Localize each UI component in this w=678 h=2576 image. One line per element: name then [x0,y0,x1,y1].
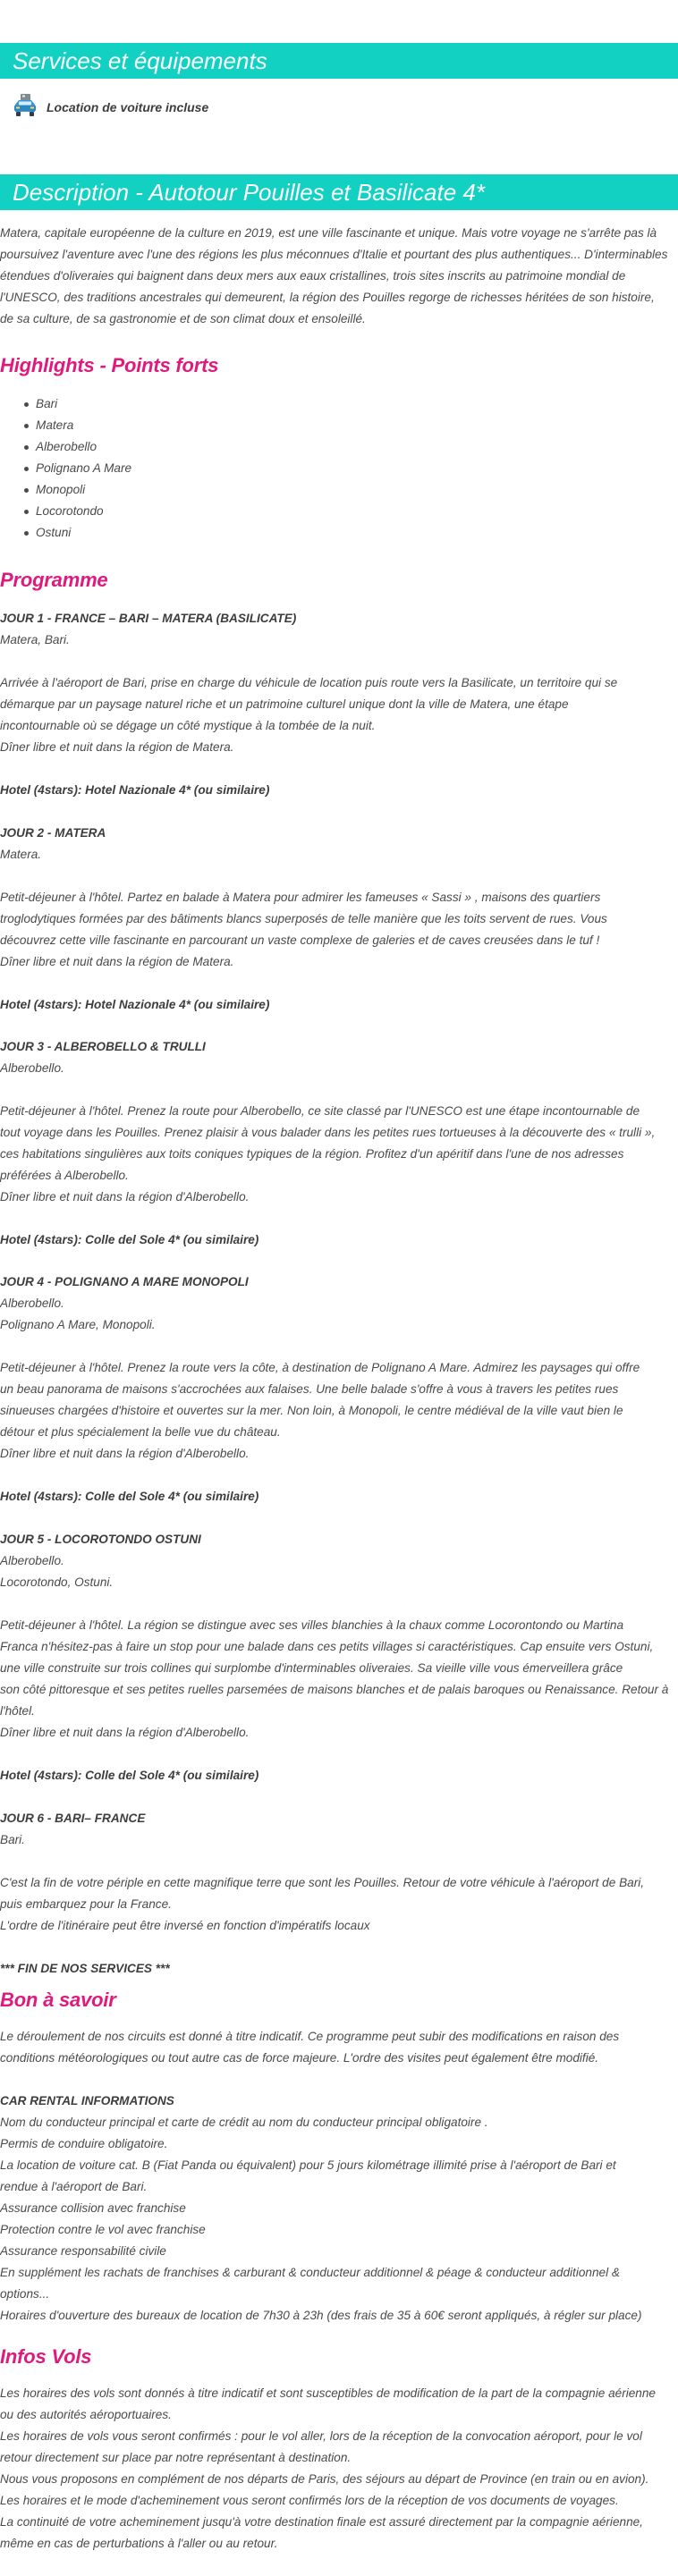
day-places: Alberobello. [0,1061,64,1075]
day-4 [0,1271,671,1508]
car-line: Horaires d'ouverture des bureaux de location de 7h30 à 23h (des frais de 35 à 60€ seront appliqués, à régler sur place) [0,2309,642,2322]
car-line: Permis de conduire obligatoire. [0,2137,168,2150]
day-desc-line: Franca n'hésitez-pas à faire un stop pour une balade dans ces petits villages si caractéristiques. Cap ensuite vers Ostuni, [0,1640,654,1653]
car-line: En supplément les rachats de franchises & carburant & conducteur additionnel & péage & conducteur additionnel & [0,2266,620,2279]
spacer [0,1336,671,1357]
infos-vols-heading: Infos Vols [0,2345,92,2368]
day-hotel: Hotel (4stars): Colle del Sole 4* (ou similaire) [0,1490,259,1503]
spacer [0,1465,671,1486]
day-desc-line: préférées à Alberobello. [0,1169,129,1182]
programme-heading: Programme [0,569,108,591]
day-title: JOUR 4 - POLIGNANO A MARE MONOPOLI [0,1275,249,1288]
day-desc-line: Dîner libre et nuit dans la région d'Alberobello. [0,1447,250,1460]
list-item: Matera [36,415,131,436]
day-3 [0,1036,671,1251]
car-rental-feature [13,92,208,122]
day-desc-line: Arrivée à l'aéroport de Bari, prise en charge du véhicule de location puis route vers la Basilicate, un territoire qui se [0,676,618,689]
day-hotel: Hotel (4stars): Colle del Sole 4* (ou similaire) [0,1769,259,1782]
car-icon [13,92,38,123]
list-item: Bari [36,393,131,415]
day-5 [0,1529,671,1786]
day-hotel: Hotel (4stars): Hotel Nazionale 4* (ou similaire) [0,998,270,1011]
spacer [0,1937,671,1958]
day-hotel: Hotel (4stars): Colle del Sole 4* (ou similaire) [0,1233,259,1246]
car-line: Assurance responsabilité civile [0,2244,166,2258]
day-places: Matera. [0,848,42,861]
day-desc-line: Petit-déjeuner à l'hôtel. Partez en balade à Matera pour admirer les fameuses « Sassi » , maisons des quartiers [0,891,601,904]
spacer [0,651,671,672]
info-line: Nous vous proposons en complément de nos départs de Paris, des séjours au départ de Province (en train ou en avion). [0,2472,649,2486]
day-desc-line: Dîner libre et nuit dans la région de Matera. [0,955,234,968]
car-line: options... [0,2287,50,2301]
highlights-heading: Highlights - Points forts [0,354,219,376]
list-item: Monopoli [36,479,131,501]
day-2 [0,823,671,1016]
day-desc-line: incontournable où se dégage un côté mystique à la tombée de la nuit. [0,719,376,732]
day-desc-line: démarque par un paysage naturel riche et un patrimoine culturel unique dont la ville de Matera, une étape [0,697,569,711]
car-line: rendue à l'aéroport de Bari. [0,2180,148,2193]
day-title: JOUR 5 - LOCOROTONDO OSTUNI [0,1533,201,1546]
day-places: Alberobello. [0,1554,64,1567]
intro-line: conditions météorologiques ou tout autre cas de force majeure. L'ordre des visites peut également être modifié. [0,2051,599,2065]
day-desc-line: puis embarquez pour la France. [0,1897,172,1911]
day-desc-line: une ville construite sur trois collines qui surplombe d'interminables oliveraies. Sa vieille ville vous émerveillera grâce [0,1661,623,1675]
car-line: Protection contre le vol avec franchise [0,2223,206,2236]
day-desc-line: détour et plus spécialement la belle vue du château. [0,1425,281,1439]
car-line: Nom du conducteur principal et carte de crédit au nom du conducteur principal obligatoire . [0,2116,488,2129]
info-line: La continuité de votre acheminement jusqu'à votre destination finale est assuré directement par la compagnie aérienne, [0,2515,643,2529]
day-desc-line: L'ordre de l'itinéraire peut être inversé en fonction d'impératifs locaux [0,1919,370,1932]
list-item: Ostuni [36,522,131,544]
day-1 [0,608,671,801]
list-item: Locorotondo [36,501,131,522]
services-heading: Services et équipements [0,43,678,79]
list-item: Alberobello [36,436,131,458]
highlights-list [0,393,131,544]
day-title: JOUR 2 - MATERA [0,826,106,840]
spacer [0,1851,671,1872]
spacer [0,1744,671,1765]
spacer [0,1593,671,1615]
end-note: *** FIN DE NOS SERVICES *** [0,1962,170,1975]
day-desc-line: tout voyage dans les Pouilles. Prenez plaisir à vous balader dans les petites rues tortueuses à la découverte des « trulli », [0,1126,656,1139]
day-desc-line: Dîner libre et nuit dans la région d'Alberobello. [0,1190,250,1204]
day-6 [0,1808,671,1980]
spacer [0,758,671,780]
infos-vols-body [0,2383,671,2555]
day-desc-line: Petit-déjeuner à l'hôtel. Prenez la route vers la côte, à destination de Polignano A Mare. Admirez les paysages qui offre [0,1361,640,1374]
description-text: Matera, capitale européenne de la culture en 2019, est une ville fascinante et unique. Mais votre voyage ne s'arrête pas là poursuivez l'aventure avec l'une des régions les plus méconnues d'Italie et pourtant des plus authentiques... D'interminables étendues d'oliveraies qui baignent dans deux mers aux eaux cristallines, trois sites inscrits au patrimoine mondial de l'UNESCO, des traditions ancestrales qui demeurent, la région des Pouilles regorge de richesses héritées de son histoire, de sa culture, de sa gastronomie et de son climat doux et ensoleillé. [0,226,668,325]
car-rental-label: Location de voiture incluse [47,100,209,114]
spacer [0,866,671,887]
info-line: Les horaires et le mode d'acheminement vous seront confirmés lors de la réception de vos documents de voyages. [0,2494,619,2507]
day-desc-line: C'est la fin de votre périple en cette magnifique terre que sont les Pouilles. Retour de votre véhicule à l'aéroport de Bari, [0,1876,645,1889]
info-line: Les horaires de vols vous seront confirmés : pour le vol aller, lors de la réception de la convocation aéroport, pour le vol [0,2429,642,2443]
day-desc-line: découvrez cette ville fascinante en parcourant un vaste complexe de galeries et de caves creusées dans le tuf ! [0,933,600,947]
day-desc-line: ces habitations singulières aux toits coniques typiques de la région. Profitez d'un apéritif dans l'une de nos adresses [0,1147,624,1161]
spacer [0,1079,671,1101]
info-line: Les horaires des vols sont donnés à titre indicatif et sont susceptibles de modification de la part de la compagnie aérienne [0,2386,656,2400]
day-desc-line: troglodytiques formées par des bâtiments blancs superposés de telle manière que les toits servent de rues. Vous [0,912,607,925]
day-title: JOUR 3 - ALBEROBELLO & TRULLI [0,1040,206,1053]
day-places: Bari. [0,1833,25,1846]
list-item: Polignano A Mare [36,458,131,479]
car-rental-title: CAR RENTAL INFORMATIONS [0,2094,174,2107]
day-places: Locorotondo, Ostuni. [0,1575,114,1589]
day-title: JOUR 1 - FRANCE – BARI – MATERA (BASILICATE) [0,612,297,625]
car-line: Assurance collision avec franchise [0,2201,186,2215]
day-desc-line: son côté pittoresque et ses petites ruelles parsemées de maisons blanches et de palais baroques ou Renaissance. Retour à [0,1683,669,1696]
bon-a-savoir-heading: Bon à savoir [0,1989,116,2011]
day-hotel: Hotel (4stars): Hotel Nazionale 4* (ou similaire) [0,783,270,797]
info-line: même en cas de perturbations à l'aller ou au retour. [0,2537,278,2550]
day-desc-line: l'hôtel. [0,1704,35,1718]
day-desc-line: sinueuses chargées d'histoire et ouvertes sur la mer. Non loin, à Monopoli, le centre médiéval de la ville vaut bien le [0,1404,623,1417]
day-desc-line: Petit-déjeuner à l'hôtel. La région se distingue avec ses villes blanchies à la chaux comme Locorontondo ou Martina [0,1618,624,1632]
spacer [0,973,671,994]
day-desc-line: Petit-déjeuner à l'hôtel. Prenez la route pour Alberobello, ce site classé par l'UNESCO est une étape incontournable de [0,1104,640,1118]
day-places: Alberobello. [0,1296,64,1310]
spacer [0,1208,671,1229]
intro-line: Le déroulement de nos circuits est donné à titre indicatif. Ce programme peut subir des modifications en raison des [0,2030,620,2043]
day-desc-line: un beau panorama de maisons s'accrochées aux falaises. Une belle balade s'offre à vous à travers les petites rues [0,1382,619,1396]
day-desc-line: Dîner libre et nuit dans la région de Matera. [0,740,234,754]
spacer [0,2069,671,2090]
bon-a-savoir-body [0,2026,671,2327]
day-title: JOUR 6 - BARI– FRANCE [0,1812,146,1825]
day-places: Matera, Bari. [0,633,70,646]
day-desc-line: Dîner libre et nuit dans la région d'Alberobello. [0,1726,250,1739]
description-heading: Description - Autotour Pouilles et Basilicate 4* [0,174,678,210]
car-line: La location de voiture cat. B (Fiat Panda ou équivalent) pour 5 jours kilométrage illimité prise à l'aéroport de Bari et [0,2158,616,2172]
info-line: ou des autorités aéroportuaires. [0,2408,172,2421]
info-line: retour directement sur place par notre représentant à destination. [0,2451,352,2464]
day-places: Polignano A Mare, Monopoli. [0,1318,156,1331]
